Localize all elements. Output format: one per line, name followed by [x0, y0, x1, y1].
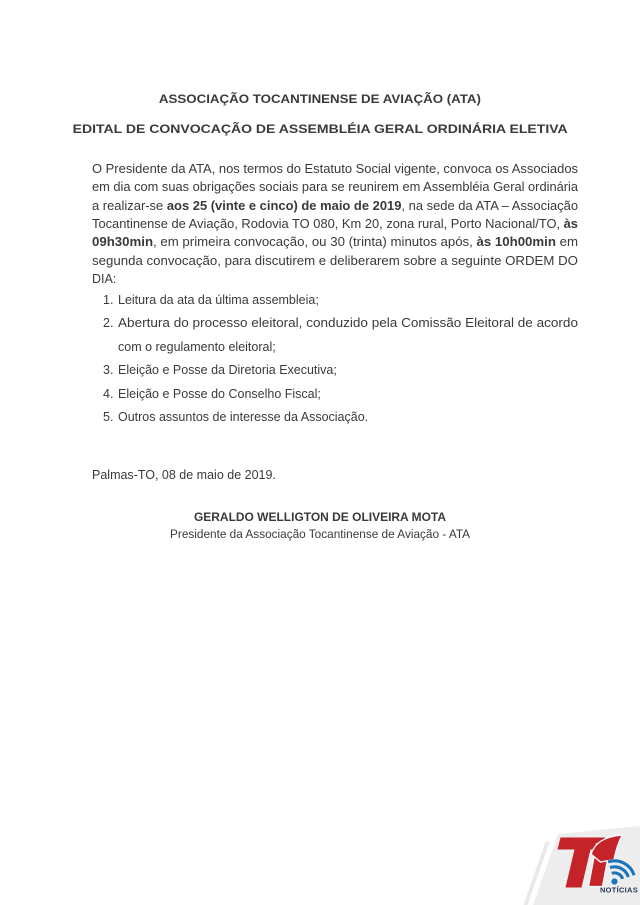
- list-item-line: Eleição e Posse do Conselho Fiscal;: [118, 386, 321, 401]
- order-of-day-list: [92, 289, 578, 430]
- body-paragraph: [92, 160, 578, 288]
- list-item-line: com o regulamento eleitoral;: [118, 339, 276, 354]
- list-item-number: 1.: [103, 293, 114, 307]
- document-title: ASSOCIAÇÃO TOCANTINENSE DE AVIAÇÃO (ATA): [158, 92, 482, 106]
- list-item-number: 2.: [103, 316, 114, 331]
- paragraph-line: em dia com suas obrigações sociais para se reunirem em Assembléia Geral ordinária: [92, 180, 579, 195]
- list-item-line: Eleição e Posse da Diretoria Executiva;: [118, 363, 337, 378]
- list-item-line: Abertura do processo eleitoral, conduzido pela Comissão Eleitoral de acordo: [118, 316, 579, 331]
- document-subtitle: EDITAL DE CONVOCAÇÃO DE ASSEMBLÉIA GERAL ORDINÁRIA ELETIVA: [72, 122, 568, 136]
- paragraph-line: O Presidente da ATA, nos termos do Estatuto Social vigente, convoca os Associados: [92, 162, 579, 176]
- list-item-line: Leitura da ata da última assembleia;: [118, 293, 319, 307]
- list-item-number: 5.: [103, 410, 114, 425]
- t1-noticias-logo: [500, 815, 640, 905]
- list-item-line: Outros assuntos de interesse da Associação.: [118, 410, 369, 425]
- paragraph-line: DIA:: [92, 272, 117, 287]
- list-item: [92, 406, 578, 429]
- list-item: [92, 383, 578, 406]
- list-item: [92, 289, 578, 312]
- list-item-number: 4.: [103, 386, 114, 401]
- paragraph-line: Tocantinense de Aviação, Rodovia TO 080, Km 20, zona rural, Porto Nacional/TO, às: [92, 217, 578, 232]
- list-item-number: 3.: [103, 363, 114, 378]
- paragraph-line: a realizar-se aos 25 (vinte e cinco) de maio de 2019, na sede da ATA – Associação: [92, 198, 579, 213]
- signature-name: GERALDO WELLIGTON DE OLIVEIRA MOTA: [193, 512, 446, 524]
- list-item: [92, 312, 578, 359]
- signature-role: Presidente da Associação Tocantinense de Aviação - ATA: [169, 527, 470, 541]
- paragraph-line: segunda convocação, para discutirem e deliberarem sobre a seguinte ORDEM DO: [92, 253, 579, 268]
- date-line: Palmas-TO, 08 de maio de 2019.: [92, 467, 276, 482]
- logo-tagline: NOTÍCIAS: [600, 887, 636, 895]
- paragraph-line: 09h30min, em primeira convocação, ou 30 (trinta) minutos após, às 10h00min em: [92, 235, 578, 250]
- list-item: [92, 359, 578, 382]
